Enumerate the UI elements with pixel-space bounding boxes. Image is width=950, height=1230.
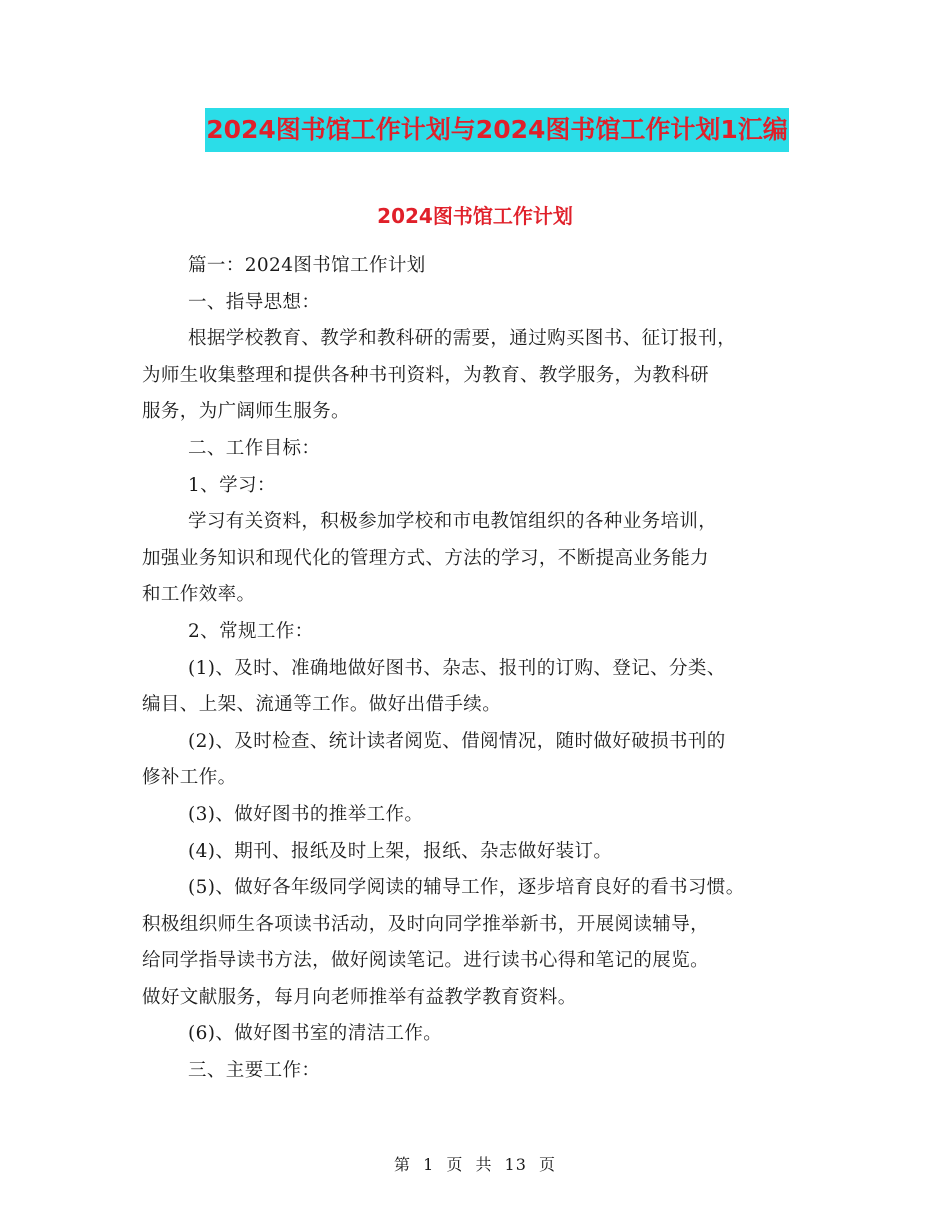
body-paragraph-line: 2、常规工作：: [188, 620, 314, 642]
body-paragraph-line: (3)、做好图书的推举工作。: [188, 803, 424, 825]
body-paragraph-line: (5)、做好各年级同学阅读的辅导工作，逐步培育良好的看书习惯。: [188, 877, 745, 899]
section-title: 2024图书馆工作计划: [377, 204, 573, 228]
body-paragraph-line: (4)、期刊、报纸及时上架，报纸、杂志做好装订。: [188, 840, 613, 862]
body-paragraph-line: 1、学习：: [188, 474, 276, 496]
page-footer: 第 1 页 共 13 页: [394, 1155, 556, 1174]
body-paragraph-line: 加强业务知识和现代化的管理方式、方法的学习，不断提高业务能力: [142, 547, 710, 569]
body-paragraph-line: 二、工作目标：: [188, 437, 321, 459]
body-paragraph-line: (2)、及时检查、统计读者阅览、借阅情况，随时做好破损书刊的: [188, 730, 726, 752]
body-paragraph-line: (1)、及时、准确地做好图书、杂志、报刊的订购、登记、分类、: [188, 657, 726, 679]
body-paragraph-line: 修补工作。: [142, 767, 237, 789]
body-paragraph-line: 为师生收集整理和提供各种书刊资料，为教育、教学服务，为教科研: [142, 364, 710, 386]
body-paragraph-line: 积极组织师生各项读书活动，及时向同学推举新书，开展阅读辅导，: [142, 913, 710, 935]
document-title-text: 2024图书馆工作计划与2024图书馆工作计划1汇编: [205, 108, 789, 152]
body-paragraph-line: 给同学指导读书方法，做好阅读笔记。进行读书心得和笔记的展览。: [142, 950, 710, 972]
body-paragraph-line: 编目、上架、流通等工作。做好出借手续。: [142, 694, 502, 716]
document-title: [0, 108, 950, 152]
body-paragraph-line: 服务，为广阔师生服务。: [142, 401, 350, 423]
body-paragraph-line: 根据学校教育、教学和教科研的需要，通过购买图书、征订报刊，: [188, 328, 737, 350]
body-paragraph-line: (6)、做好图书室的清洁工作。: [188, 1023, 443, 1045]
body-paragraph-line: 学习有关资料，积极参加学校和市电教馆组织的各种业务培训，: [188, 511, 718, 533]
document-body: [142, 248, 832, 1090]
body-paragraph-line: 三、主要工作：: [188, 1060, 321, 1082]
body-paragraph-line: 篇一：2024图书馆工作计划: [188, 255, 426, 276]
body-paragraph-line: 和工作效率。: [142, 584, 256, 606]
body-paragraph-line: 一、指导思想：: [188, 291, 321, 313]
body-paragraph-line: 做好文献服务，每月向老师推举有益教学教育资料。: [142, 986, 577, 1008]
